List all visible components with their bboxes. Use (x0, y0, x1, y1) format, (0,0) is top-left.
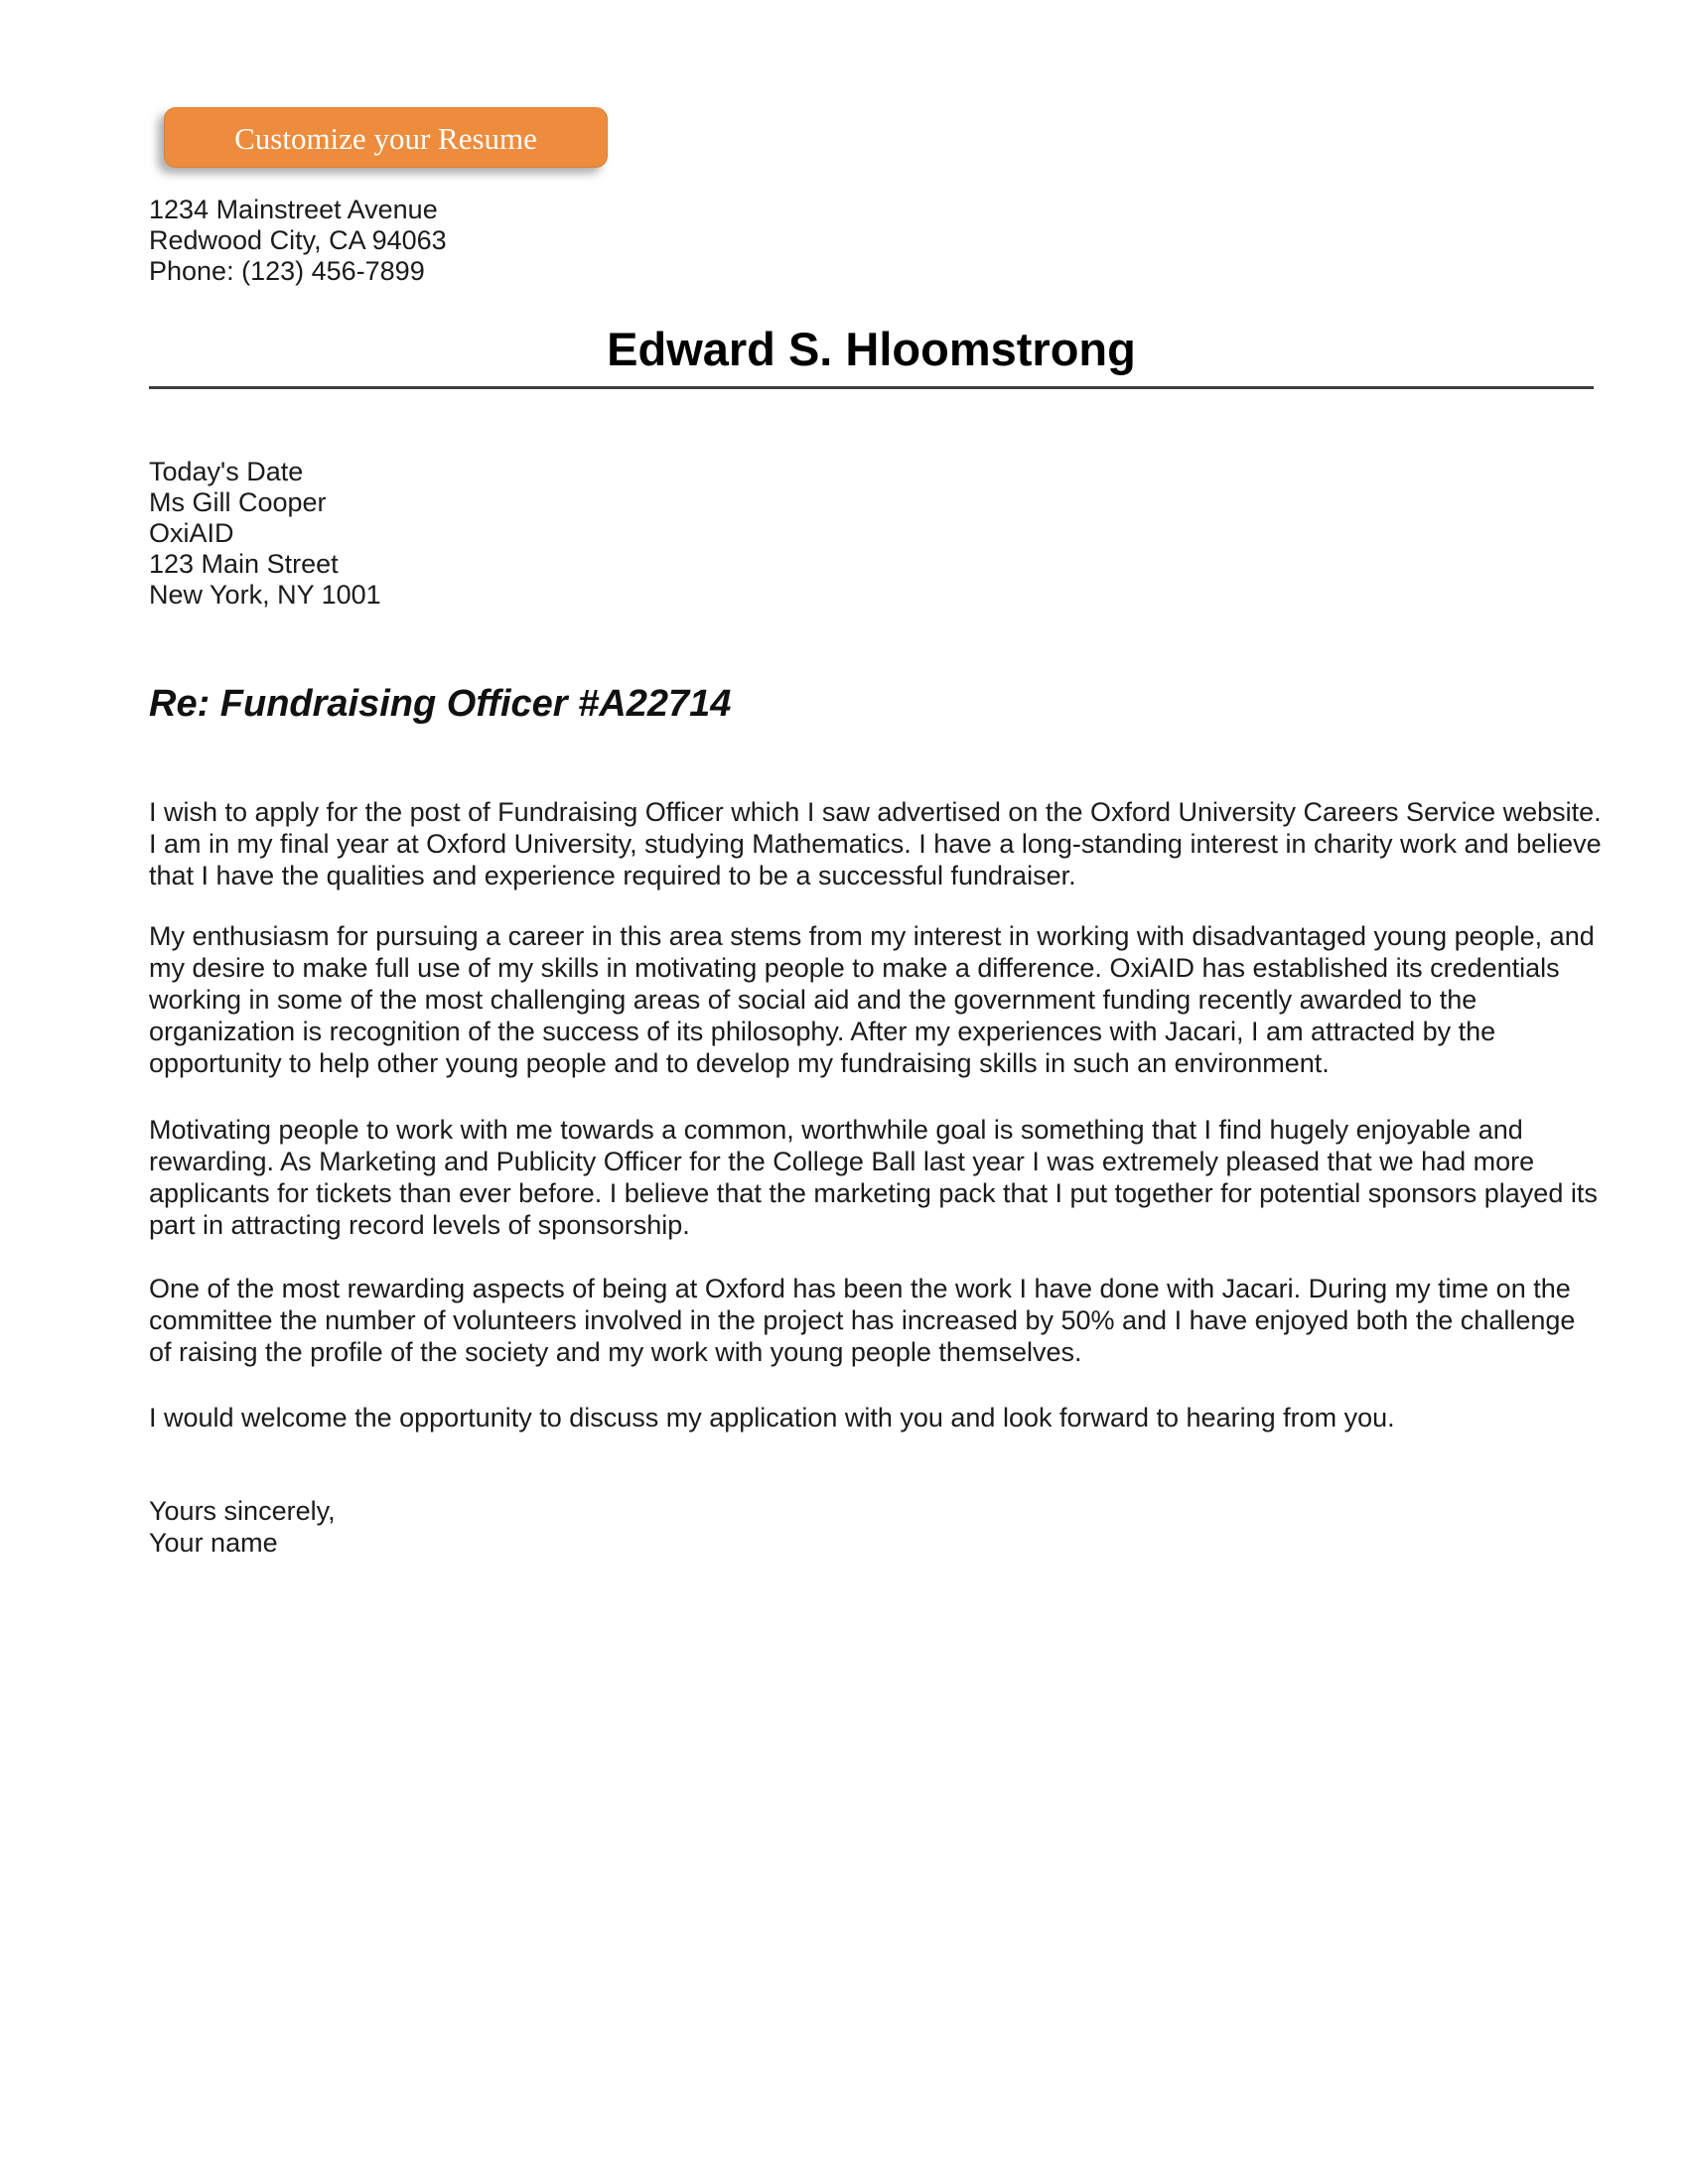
sender-phone-line: Phone: (123) 456-7899 (149, 256, 425, 286)
applicant-name-heading: Edward S. Hloomstrong (607, 323, 1136, 375)
heading-divider-rule (149, 386, 1594, 389)
recipient-city-line: New York, NY 1001 (149, 580, 381, 610)
customize-resume-button[interactable]: Customize your Resume (164, 107, 608, 168)
body-paragraph-1: I wish to apply for the post of Fundraising Officer which I saw advertised on the Oxford University Careers Service website. I am in my final year at Oxford University, studying Mathematics. I have a long-standing interest in charity work and believe that I have the qualities and experience required to be a successful fundraiser. (149, 797, 1602, 890)
subject-line: Re: Fundraising Officer #A22714 (149, 683, 732, 725)
closing-signature-name: Your name (149, 1528, 278, 1558)
sender-address-line: 1234 Mainstreet Avenue (149, 195, 438, 224)
closing-block (149, 1495, 336, 1559)
body-paragraph-5: I would welcome the opportunity to discuss my application with you and look forward to hearing from you. (149, 1403, 1395, 1433)
recipient-name-line: Ms Gill Cooper (149, 487, 327, 517)
closing-salutation: Yours sincerely, (149, 1496, 336, 1526)
body-paragraph-3: Motivating people to work with me towards a common, worthwhile goal is something that I find hugely enjoyable and rewarding. As Marketing and Publicity Officer for the College Ball last year I was extremely pleased that we had more applicants for tickets than ever before. I believe that the marketing pack that I put together for potential sponsors played its part in attracting record levels of sponsorship. (149, 1115, 1598, 1240)
sender-address-line: Redwood City, CA 94063 (149, 225, 447, 255)
sender-address (149, 195, 447, 287)
recipient-org-line: OxiAID (149, 518, 234, 548)
body-paragraph-4: One of the most rewarding aspects of being at Oxford has been the work I have done with Jacari. During my time on the committee the number of volunteers involved in the project has increased by 50% and I have enjoyed both the challenge of raising the profile of the society and my work with young people themselves. (149, 1274, 1576, 1367)
recipient-street-line: 123 Main Street (149, 549, 339, 579)
recipient-address (149, 457, 381, 611)
body-paragraph-2: My enthusiasm for pursuing a career in this area stems from my interest in working with disadvantaged young people, and my desire to make full use of my skills in motivating people to make a difference. OxiAID has established its credentials working in some of the most challenging areas of social aid and the government funding recently awarded to the organization is recognition of the success of its philosophy. After my experiences with Jacari, I am attracted by the opportunity to help other young people and to develop my fundraising skills in such an environment. (149, 921, 1595, 1078)
letter-date-line: Today's Date (149, 457, 304, 486)
